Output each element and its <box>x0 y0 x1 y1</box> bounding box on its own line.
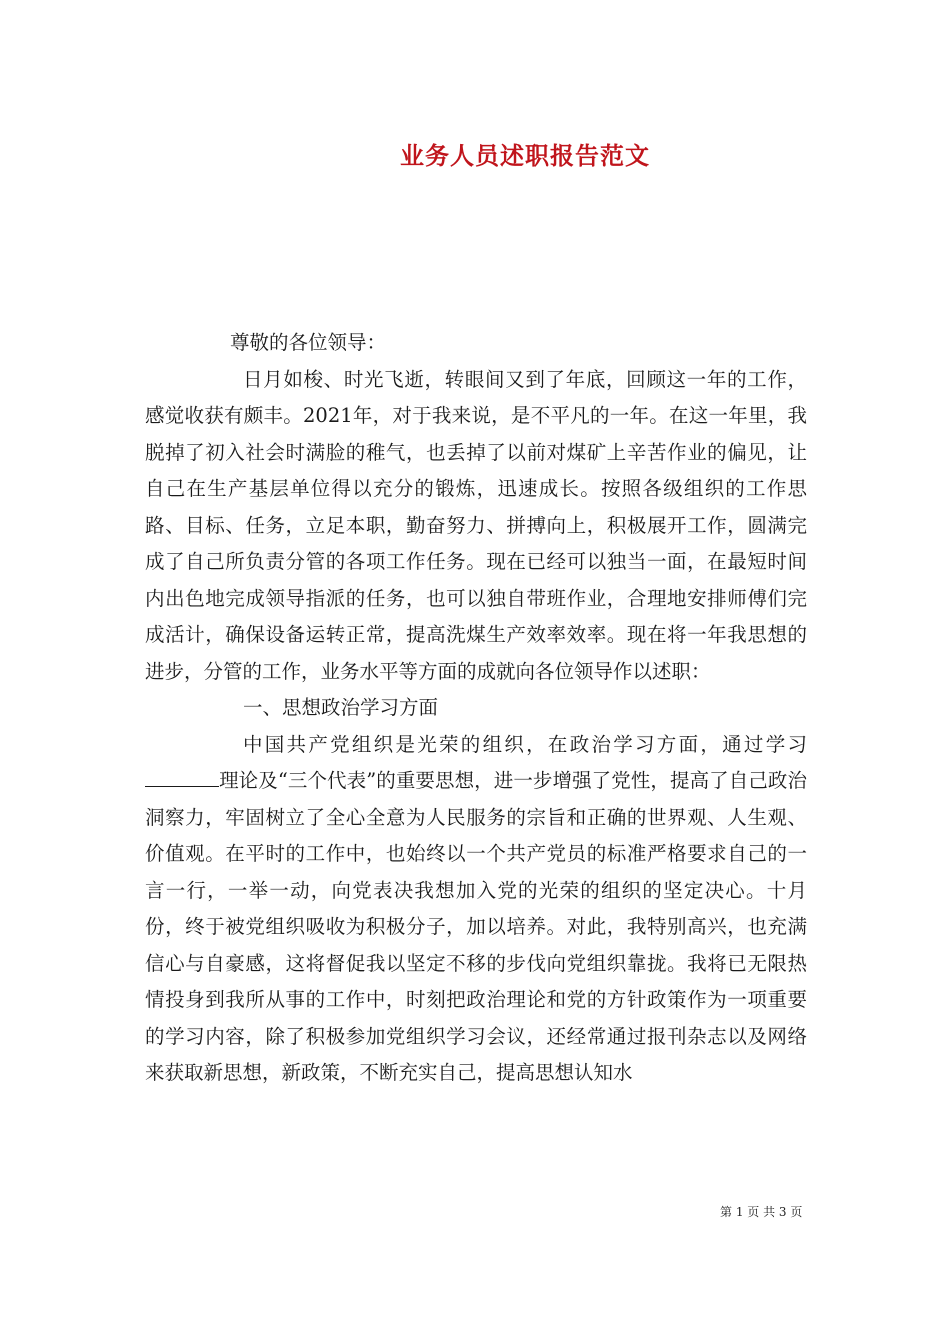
section-heading-political-study: 一、思想政治学习方面 <box>243 696 439 719</box>
paragraph-political-study <box>145 727 807 1092</box>
paragraph-political-study-part-1: 中国共产党组织是光荣的组织，在政治学习方面，通过学习 <box>243 732 807 756</box>
document-body <box>145 325 807 1092</box>
blank-underline <box>145 768 219 787</box>
paragraph-political-study-part-2: 理论及“三个代表”的重要思想，进一步增强了党性，提高了自己政治洞察力，牢固树立了全心全意为人民服务的宗旨和正确的世界观、人生观、价值观。在平时的工作中，也始终以一个共产党员的标准严格要求自己的一言一行，一举一动，向党表决我想加入党的光荣的组织的坚定决心。十月份，终于被党组织吸收为积极分子，加以培养。对此，我特别高兴，也充满信心与自豪感，这将督促我以坚定不移的步伐向党组织靠拢。我将已无限热情投身到我所从事的工作中，时刻把政治理论和党的方针政策作为一项重要的学习内容，除了积极参加党组织学习会议，还经常通过报刊杂志以及网络来获取新思想，新政策，不断充实自己，提高思想认知水 <box>145 769 807 1084</box>
salutation: 尊敬的各位领导： <box>230 331 387 354</box>
document-title: 业务人员述职报告范文 <box>400 141 650 170</box>
page-indicator: 第 1 页 共 3 页 <box>720 1205 803 1219</box>
paragraph-intro: 日月如梭、时光飞逝，转眼间又到了年底，回顾这一年的工作，感觉收获有颇丰。2021年，对于我来说，是不平凡的一年。在这一年里，我脱掉了初入社会时满脸的稚气，也丢掉了以前对煤矿上辛苦作业的偏见，让自己在生产基层单位得以充分的锻炼，迅速成长。按照各级组织的工作思路、目标、任务，立足本职，勤奋努力、拼搏向上，积极展开工作，圆满完成了自己所负责分管的各项工作任务。现在已经可以独当一面，在最短时间内出色地完成领导指派的任务，也可以独自带班作业，合理地安排师傅们完成活计，确保设备运转正常，提高洗煤生产效率效率。现在将一年我思想的进步，分管的工作，业务水平等方面的成就向各位领导作以述职： <box>145 367 807 683</box>
